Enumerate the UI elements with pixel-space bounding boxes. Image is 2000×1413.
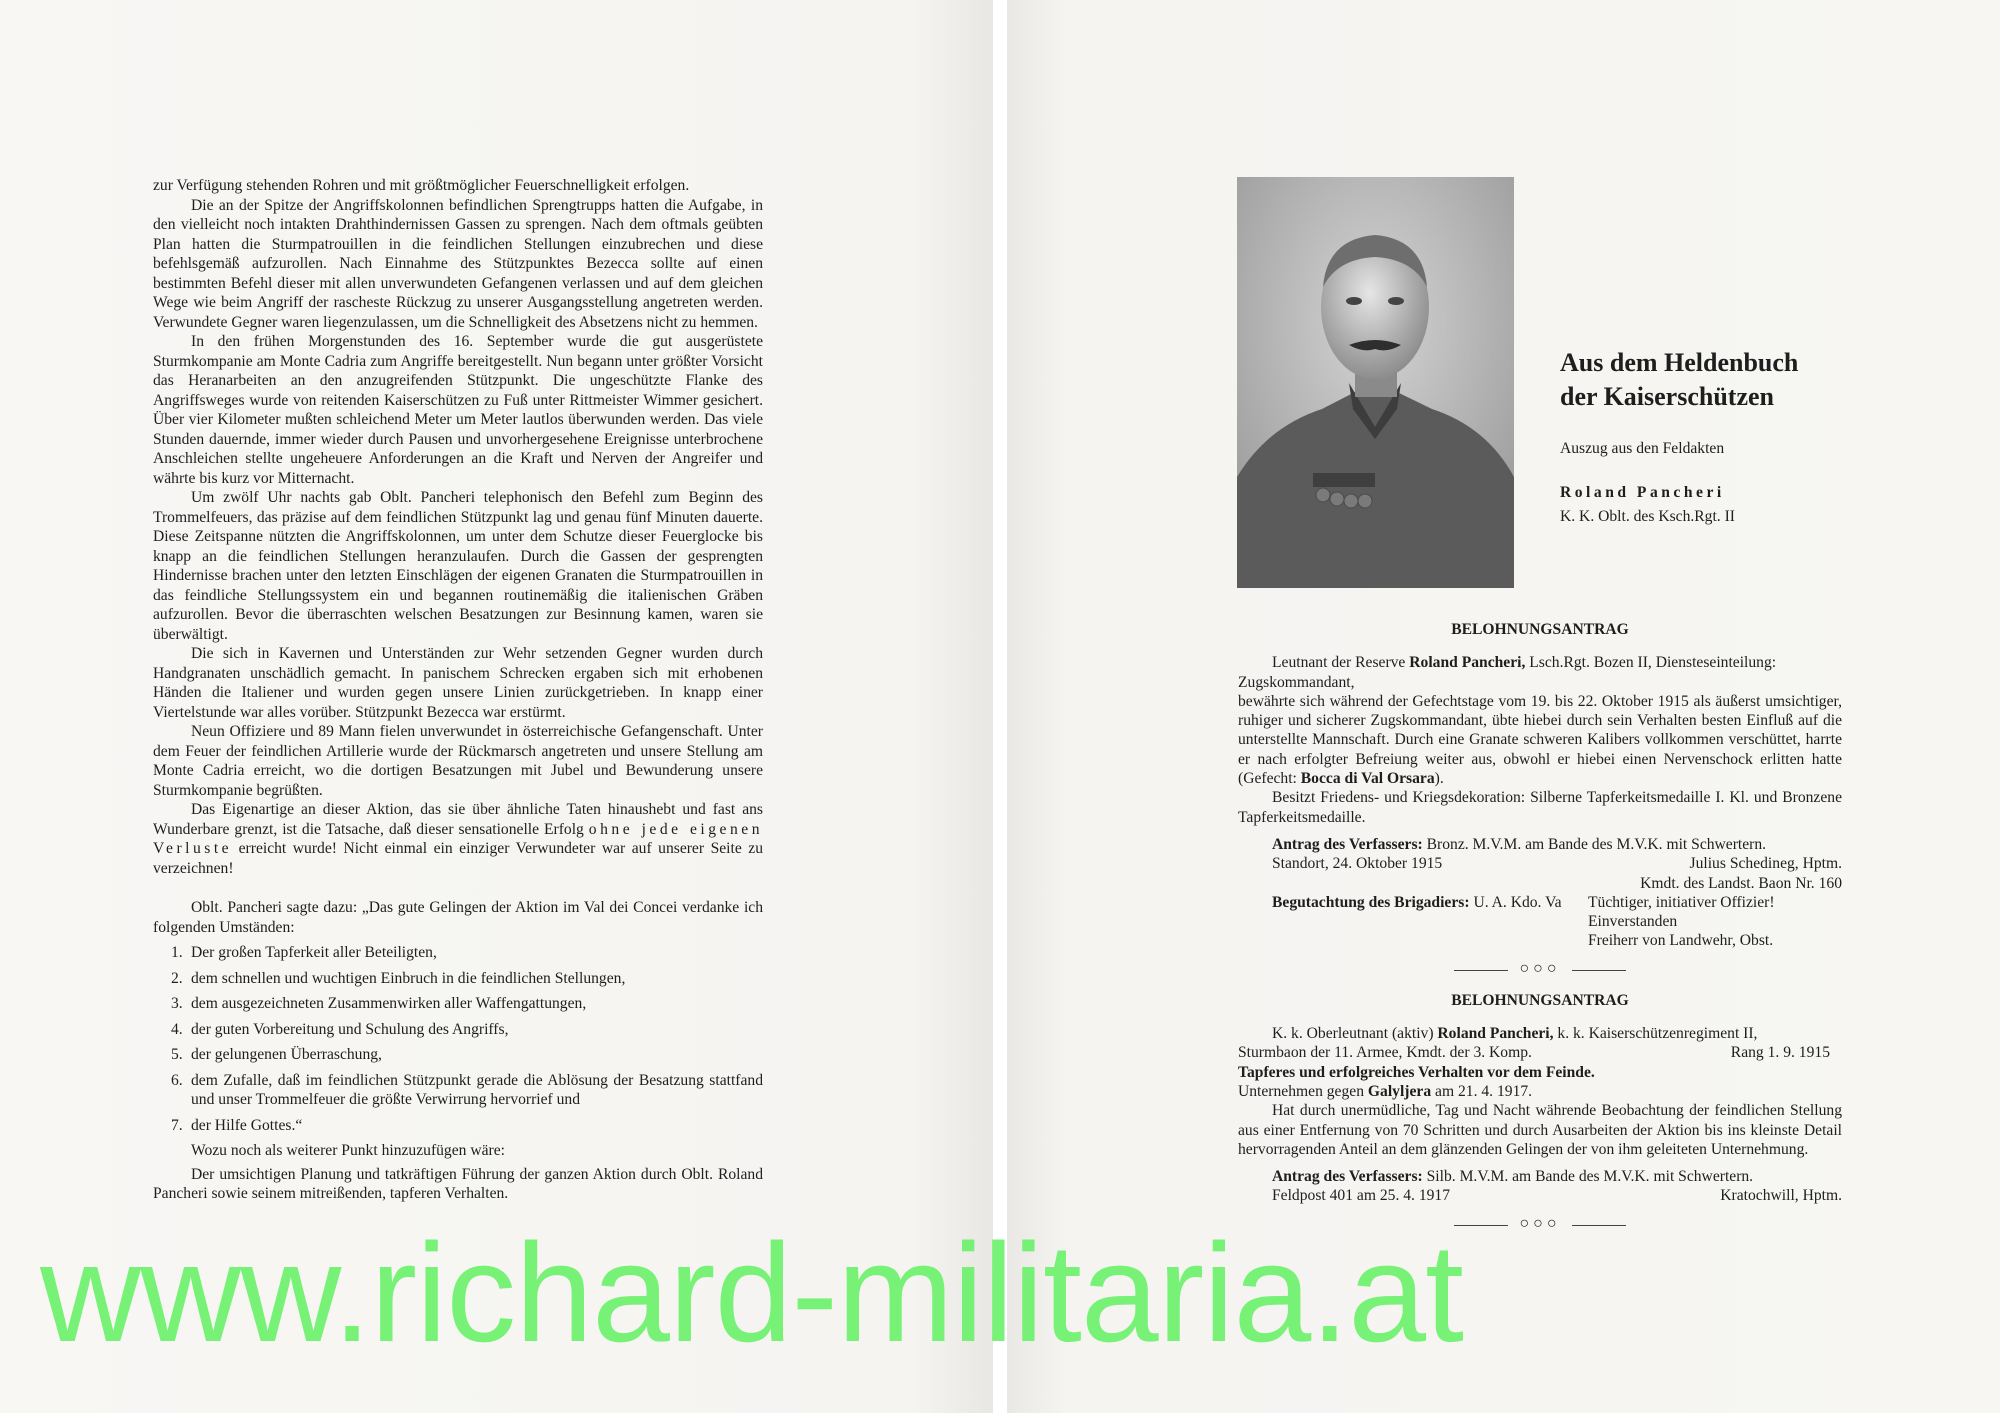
intro-line-cont: Zugskommandant, <box>1238 673 1355 691</box>
signature-row: Standort, 24. Oktober 1915 Julius Schedineg, Hptm. <box>1272 855 1842 873</box>
right-text-column <box>1238 620 1842 1246</box>
intro-line: Leutnant der Reserve Roland Pancheri, Lsch.Rgt. Bozen II, Diensteseinteilung: <box>1272 654 1777 672</box>
quote-intro: Oblt. Pancheri sagte dazu: „Das gute Gelingen der Aktion im Val dei Concei verdanke ich folgenden Umständen: <box>153 899 763 936</box>
report-body: bewährte sich während der Gefechtstage vom 19. bis 22. Oktober 1915 als äußerst umsichtiger, ruhiger und sicherer Zugskommandant, übte hiebei durch sein Verhalten besten Einfluß auf die unterstellte Mannschaft. Durch eine Granate schweren Kalibers vollkommen verschüttet, harrte er nach erfolgter Befreiung weiter aus, obwohl er hiebei einen Nervenschock erlitten hatte (Gefecht: Bocca di Val Orsara). <box>1238 692 1842 788</box>
left-page <box>0 0 993 1413</box>
portrait-photo <box>1237 177 1514 588</box>
proposal-line: Antrag des Verfassers: Bronz. M.V.M. am Bande des M.V.K. mit Schwertern. <box>1272 835 1767 853</box>
commendation-line: Tapferes und erfolgreiches Verhalten vor dem Feinde. <box>1238 1063 1595 1081</box>
list-item: 4. der guten Vorbereitung und Schulung des Angriffs, <box>171 1020 509 1038</box>
emphasis-spaced: ohne jede eigenen Verluste <box>153 820 763 857</box>
watermark: www.richard-militaria.at <box>40 1214 1463 1371</box>
circumstances-list <box>153 943 763 1135</box>
list-item: 7. der Hilfe Gottes.“ <box>171 1116 303 1134</box>
decorations: Besitzt Friedens- und Kriegsdekoration: Silberne Tapferkeitsmedaille I. Kl. und Bronzene Tapferkeitsmedaille. <box>1238 789 1842 826</box>
text-run: Das Eigenartige an dieser Aktion, das sie über ähnliche Taten hinaushebt und fast ans Wunderbare grenzt, ist die Tatsache, daß dieser sensationelle Erfolg <box>153 801 763 838</box>
title-block <box>1560 346 1860 526</box>
list-item: 2. dem schnellen und wuchtigen Einbruch in die feindlichen Stellungen, <box>171 969 626 987</box>
person-name: Roland Pancheri <box>1560 484 1725 501</box>
left-text-column <box>153 176 763 1204</box>
paragraph: Neun Offiziere und 89 Mann fielen unverwundet in österreichische Gefangenschaft. Unter dem Feuer der feindlichen Artillerie wurde der Rückmarsch angetreten und unsere Stellung am Monte Cadria erreicht, wo die dortigen Besatzungen mit Jubel und Bewunderung unsere Sturmkompanie begrüßten. <box>153 723 763 799</box>
section-heading: BELOHNUNGSANTRAG <box>1451 621 1629 638</box>
page-gutter <box>993 0 1007 1413</box>
paragraph-no-losses <box>153 800 763 878</box>
paragraph: Die sich in Kavernen und Unterständen zur Wehr setzenden Gegner wurden durch Handgranaten unschädlich gemacht. In panischem Schrecken ergaben sich mit erhobenen Händen die Italiener und wurden gegen unsere Linien zurückgetrieben. In knapp einer Viertelstunde war alles vorüber. Stützpunkt Bezecca war erstürmt. <box>153 645 763 721</box>
list-item: 1. Der großen Tapferkeit aller Beteiligten, <box>171 944 437 961</box>
paragraph: zur Verfügung stehenden Rohren und mit größtmöglicher Feuerschnelligkeit erfolgen. <box>153 177 690 194</box>
paragraph: Die an der Spitze der Angriffskolonnen befindlichen Sprengtrupps hatten die Aufgabe, in den vielleicht noch intakten Drahthindernissen Gassen zu sprengen. Nach dem oftmals geübten Plan hatten die Sturmpatrouillen in die feindlichen Stellungen einzubrechen und diese befehlsgemäß aufzurollen. Nach Einnahme des Stützpunktes Bezecca sollte auf einen bestimmten Befehl dieser mit allen unverwundeten Gefangenen verlassen und auf dem gleichen Wege wie beim Angriff der rascheste Rückzug zu unserer Ausgangsstellung angetreten werden. Verwundete Gegner waren liegenzulassen, um die Schnelligkeit des Absetzens nicht zu hemmen. <box>153 196 763 331</box>
paragraph: Wozu noch als weiterer Punkt hinzuzufügen wäre: <box>191 1142 505 1159</box>
closing-paragraph: Der umsichtigen Planung und tatkräftigen Führung der ganzen Aktion durch Oblt. Roland Pancheri sowie seinem mitreißenden, tapferen Verhalten. <box>153 1165 763 1202</box>
person-rank: K. K. Oblt. des Ksch.Rgt. II <box>1560 508 1735 525</box>
list-item: 3. dem ausgezeichneten Zusammenwirken aller Waffengattungen, <box>171 995 587 1012</box>
signature-unit-row: Kmdt. des Landst. Baon Nr. 160 <box>1640 874 1842 892</box>
section-heading: BELOHNUNGSANTRAG <box>1451 991 1629 1009</box>
text-run: erreicht wurde! Nicht einmal ein einziger Verwundeter war auf unserer Seite zu verzeichnen! <box>153 840 763 877</box>
list-item: 6. dem Zufalle, daß im feindlichen Stützpunkt gerade die Ablösung der Besatzung stattfand und unser Trommelfeuer die größte Verwirrung hervorrief und <box>171 1071 763 1108</box>
ornament-divider: ○○○ <box>1238 1214 1842 1236</box>
page-title: Aus dem Heldenbuch der Kaiserschützen <box>1560 348 1799 411</box>
brigadier-assessment: Begutachtung des Brigadiers: U. A. Kdo. Va Tüchtiger, initiativer Offizier! Einverstanden Freiherr von Landwehr, Obst. <box>1272 893 1775 950</box>
intro-line: K. k. Oberleutnant (aktiv) Roland Pancheri, k. k. Kaiserschützenregiment II, <box>1272 1025 1758 1043</box>
operation-line: Unternehmen gegen Galyljera am 21. 4. 1917. <box>1238 1082 1533 1100</box>
report-body: Hat durch unermüdliche, Tag und Nacht währende Beobachtung der feindlichen Stellung aus einer Entfernung von 70 Schritten und durch Ausarbeiten der Aktion bis ins kleinste Detail hervorragenden Anteil an dem glänzenden Gelingen der von ihm geleiteten Unternehmung. <box>1238 1102 1842 1158</box>
paragraph: Um zwölf Uhr nachts gab Oblt. Pancheri telephonisch den Befehl zum Beginn des Trommelfeuers, das präzise auf dem feindlichen Stützpunkt lag und genau fünf Minuten dauerte. Diese Zeitspanne nützten die Angriffskolonnen, um unter dem Schutze dieser Feuerglocke bis knapp an die feindlichen Stellungen heranzulaufen. Durch die Gassen der gesprengten Hindernisse brachen unter den letzten Einschlägen der eigenen Granaten die Sturmpatrouillen in das feindliche Stellungssystem ein und begannen routinemäßig die italienischen Gräben aufzurollen. Bevor die überraschten welschen Besatzungen zur Besinnung kamen, waren sie überwältigt. <box>153 489 763 643</box>
paragraph: In den frühen Morgenstunden des 16. September wurde die gut ausgerüstete Sturmkompanie am Monte Cadria zum Angriffe bereitgestellt. Nun begann unter größter Vorsicht das Heranarbeiten an den anzugreifenden Stützpunkt. Die ungeschützte Flanke des Angriffsweges wurde von reitenden Kaiserschützen zu Fuß unter Rittmeister Wimmer gesichert. Über vier Kilometer mußten schleichend Meter um Meter lautlos überwunden werden. Das viele Stunden dauernde, immer wieder durch Pausen und unvorhergesehene Ereignisse unterbrochene Anschleichen stellte ungeheuere Anforderungen an die Kraft und Nerven der Angreifer und währte bis kurz vor Mitternacht. <box>153 333 763 487</box>
list-item: 5. der gelungenen Überraschung, <box>171 1046 382 1063</box>
signature-row: Feldpost 401 am 25. 4. 1917 Kratochwill, Hptm. <box>1272 1187 1842 1205</box>
unit-row: Sturmbaon der 11. Armee, Kmdt. der 3. Komp. Rang 1. 9. 1915 <box>1238 1044 1830 1062</box>
subtitle: Auszug aus den Feldakten <box>1560 440 1725 457</box>
proposal-line: Antrag des Verfassers: Silb. M.V.M. am Bande des M.V.K. mit Schwertern. <box>1272 1168 1754 1186</box>
ornament-divider: ○○○ <box>1238 959 1842 981</box>
